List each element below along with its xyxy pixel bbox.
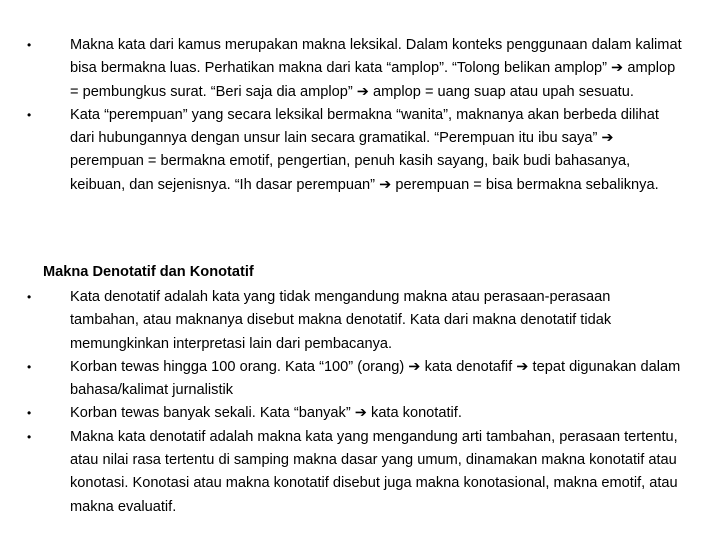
bullet-icon: • <box>27 107 32 122</box>
list-item-text: Makna kata dari kamus merupakan makna leksikal. Dalam konteks penggunaan dalam kalimat bisa bermakna luas. Perhatikan makna dari kata “amplop”. “Tolong belikan amplop” ➔ amplop = pembungkus surat. “Beri saja dia amplop” ➔ amplop = uang suap atau upah sesuatu. <box>70 37 682 100</box>
list-item-text: Kata “perempuan” yang secara leksikal bermakna “wanita”, maknanya akan berbeda dilihat dari hubungannya dengan unsur lain secara gramatikal. “Perempuan itu ibu saya” ➔ perempuan = bermakna emotif, pengertian, penuh kasih sayang, baik budi bahasanya, keibuan, dan sejenisnya. “Ih dasar perempuan” ➔ perempuan = bisa bermakna sebaliknya. <box>70 106 659 193</box>
bullet-icon: • <box>27 429 32 444</box>
list-item <box>0 104 720 197</box>
list-item <box>0 402 720 425</box>
list-item <box>0 286 720 356</box>
list-item <box>0 34 720 104</box>
section-heading: Makna Denotatif dan Konotatif <box>43 264 254 280</box>
list-item-text: Makna kata denotatif adalah makna kata yang mengandung arti tambahan, perasaan tertentu, atau nilai rasa tertentu di samping makna dasar yang umum, dinamakan makna konotatif atau konotasi. Konotasi atau makna konotatif disebut juga makna konotasional, makna emotif, atau makna evaluatif. <box>70 428 678 515</box>
denotative-connotative-list <box>0 286 720 519</box>
bullet-icon: • <box>27 359 32 374</box>
list-item-text: Korban tewas banyak sekali. Kata “banyak” ➔ kata konotatif. <box>70 405 462 422</box>
bullet-icon: • <box>27 290 32 304</box>
list-item-text: Korban tewas hingga 100 orang. Kata “100” (orang) ➔ kata denotafif ➔ tepat digunakan dalam bahasa/kalimat jurnalistik <box>70 358 681 399</box>
bullet-icon: • <box>27 406 32 421</box>
bullet-icon: • <box>27 38 32 52</box>
list-item-text: Kata denotatif adalah kata yang tidak mengandung makna atau perasaan-perasaan tambahan, atau maknanya disebut makna denotatif. Kata dari makna denotatif tidak memungkinkan interpretasi lain dari pembacanya. <box>70 289 612 352</box>
lexical-meaning-list <box>0 34 720 197</box>
list-item <box>0 356 720 403</box>
list-item <box>0 426 720 519</box>
